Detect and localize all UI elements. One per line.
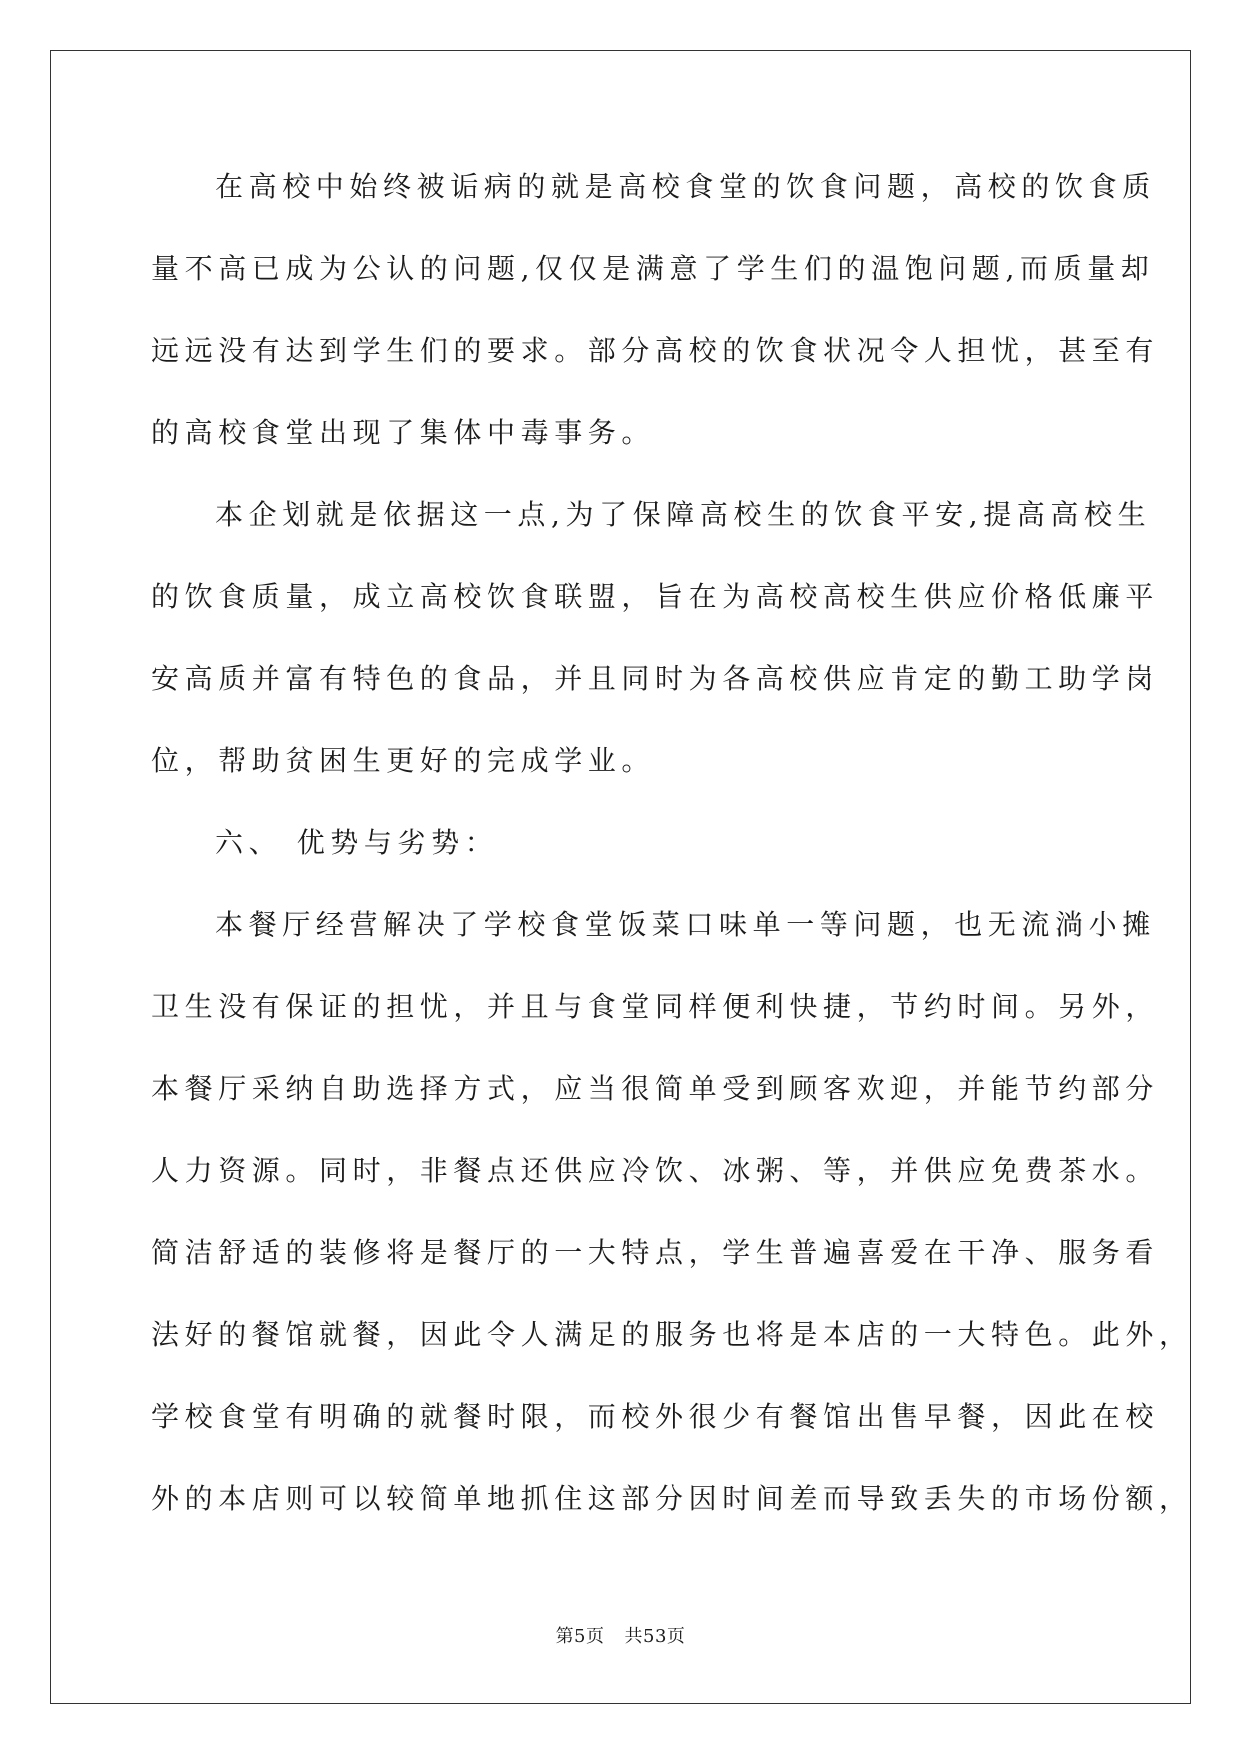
page-total: 共53页 xyxy=(624,1626,686,1647)
text-line: 远远没有达到学生们的要求。部分高校的饮食状况令人担忧，甚至有 xyxy=(151,334,1160,367)
text-line: 人力资源。同时，非餐点还供应冷饮、冰粥、等，并供应免费茶水。 xyxy=(151,1154,1160,1187)
text-line: 的饮食质量，成立高校饮食联盟，旨在为高校高校生供应价格低廉平 xyxy=(151,580,1160,613)
text-line: 简洁舒适的装修将是餐厅的一大特点，学生普遍喜爱在干净、服务看 xyxy=(151,1236,1160,1269)
page-number: 第5页 xyxy=(555,1626,605,1647)
section-heading: 六、 优势与劣势： xyxy=(215,826,499,859)
text-line: 位，帮助贫困生更好的完成学业。 xyxy=(151,744,656,777)
text-line: 本餐厅经营解决了学校食堂饭菜口味单一等问题，也无流淌小摊 xyxy=(215,908,1156,941)
text-line: 在高校中始终被诟病的就是高校食堂的饮食问题，高校的饮食质 xyxy=(215,170,1156,203)
text-line: 安高质并富有特色的食品，并且同时为各高校供应肯定的勤工助学岗 xyxy=(151,662,1160,695)
text-line: 的高校食堂出现了集体中毒事务。 xyxy=(151,416,656,449)
page-footer xyxy=(0,1622,1241,1648)
text-line: 法好的餐馆就餐，因此令人满足的服务也将是本店的一大特色。此外， xyxy=(151,1318,1193,1351)
text-line: 本餐厅采纳自助选择方式，应当很简单受到顾客欢迎，并能节约部分 xyxy=(151,1072,1160,1105)
text-line: 卫生没有保证的担忧，并且与食堂同样便利快捷，节约时间。另外， xyxy=(151,990,1160,1023)
text-line: 学校食堂有明确的就餐时限，而校外很少有餐馆出售早餐，因此在校 xyxy=(151,1400,1160,1433)
text-line: 外的本店则可以较简单地抓住这部分因时间差而导致丢失的市场份额， xyxy=(151,1482,1193,1515)
document-body xyxy=(151,165,1193,1559)
text-line: 量不高已成为公认的问题,仅仅是满意了学生们的温饱问题,而质量却 xyxy=(151,252,1155,285)
text-line: 本企划就是依据这一点,为了保障高校生的饮食平安,提高高校生 xyxy=(215,498,1152,531)
